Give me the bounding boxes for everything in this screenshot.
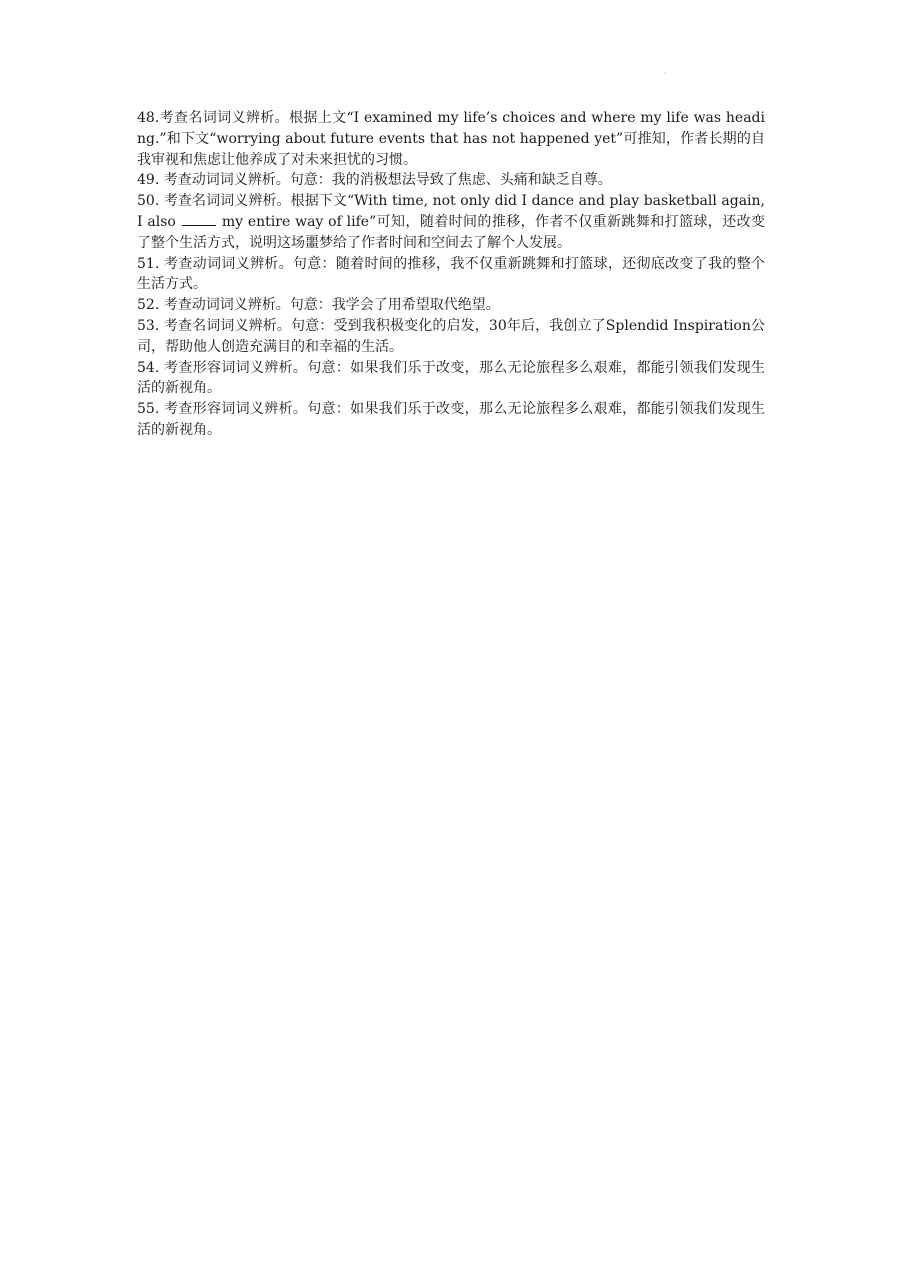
- answer-explanations: [137, 108, 765, 441]
- answer-entry-55: [137, 399, 765, 441]
- answer-entry-54: [137, 358, 765, 400]
- entry-text: 考查动词词义辨析。句意：我的消极想法导致了焦虑、头痛和缺乏自尊。: [163, 172, 612, 189]
- answer-entry-51: [137, 254, 765, 296]
- entry-number: 53.: [137, 317, 160, 334]
- entry-text: 考查形容词词义辨析。句意：如果我们乐于改变，那么无论旅程多么艰难，都能引领我们发现生活的新视角。: [137, 359, 766, 397]
- entry-text: 考查动词词义辨析。句意：随着时间的推移，我不仅重新跳舞和打篮球，还彻底改变了我的整个生活方式。: [137, 255, 766, 293]
- answer-entry-50: [137, 191, 765, 253]
- answer-entry-52: [137, 295, 765, 316]
- entry-text-after-blank: my entire way of life”可知，随着时间的推移，作者不仅重新跳舞和打篮球，还改变了整个生活方式，说明这场噩梦给了作者时间和空间去了解个人发展。: [137, 213, 766, 251]
- answer-entry-49: [137, 170, 765, 191]
- entry-number: 50.: [137, 193, 160, 210]
- corner-mark: ·: [664, 69, 667, 79]
- answer-entry-48: [137, 108, 765, 170]
- entry-text-before-blank: 考查名词词义辨析。根据下文“With time, not only did I dance and play basketball again, I also: [137, 193, 765, 230]
- entry-text: 考查形容词词义辨析。句意：如果我们乐于改变，那么无论旅程多么艰难，都能引领我们发现生活的新视角。: [137, 401, 766, 438]
- entry-number: 55.: [137, 401, 160, 418]
- entry-text: 考查名词词义辨析。根据上文“I examined my life’s choices and where my life was heading.”和下文“worrying about future events that has not happened yet”可推知，作者长期的自我审视和焦虑让他养成了对未来担忧的习惯。: [137, 110, 765, 168]
- entry-number: 51.: [137, 255, 160, 272]
- entry-number: 52.: [137, 297, 160, 314]
- entry-number: 49.: [137, 172, 160, 189]
- entry-text: 考查动词词义辨析。句意：我学会了用希望取代绝望。: [163, 297, 500, 314]
- entry-number: 54.: [137, 359, 160, 376]
- entry-text: 考查名词词义辨析。句意：受到我积极变化的启发，30年后，我创立了Splendid Inspiration公司，帮助他人创造充满目的和幸福的生活。: [137, 317, 765, 355]
- entry-number: 48.: [137, 110, 160, 126]
- answer-entry-53: [137, 316, 765, 358]
- fill-in-blank: [182, 213, 216, 226]
